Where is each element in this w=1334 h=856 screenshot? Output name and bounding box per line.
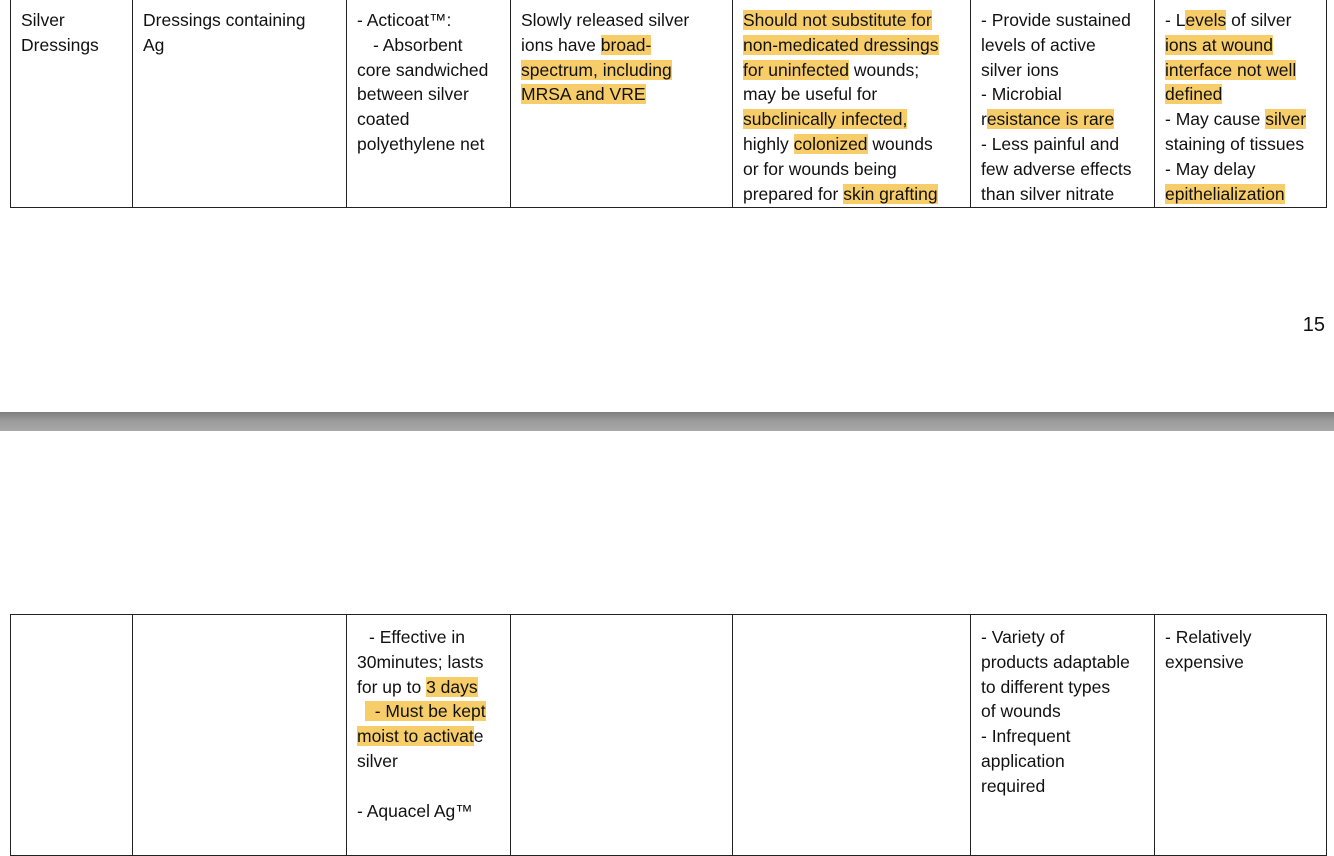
page-number: 15 [1302,314,1325,336]
highlighted-text: non-medicated dressings [743,34,939,55]
cell-text: - Microbial [981,84,1062,105]
cell-line [981,182,1148,207]
cell-line [743,157,964,182]
cell-line [357,8,504,33]
cell-indications [733,615,971,856]
cell-line [981,157,1148,182]
cell-text: prepared for [743,183,844,204]
cell-text: required [981,775,1046,796]
highlighted-text: skin grafting [843,183,938,204]
cell-disadvantages [1155,615,1327,856]
highlighted-text: interface not well [1165,59,1297,80]
cell-description [133,0,347,208]
cell-line [1165,107,1320,132]
highlighted-text: broad- [600,34,652,55]
cell-line [743,132,964,157]
cell-line [743,8,964,33]
table-row-silver-dressings-continued [11,615,1327,856]
cell-line [357,58,504,83]
dressings-table [10,0,1327,208]
cell-text: wounds; [849,59,920,80]
cell-line [981,650,1148,675]
cell-line [1165,157,1320,182]
cell-line [981,774,1148,799]
cell-text: - Aquacel Ag™ [357,800,473,821]
cell-line [521,58,726,83]
cell-text: polyethylene net [357,133,485,154]
cell-text: silver ions [981,59,1059,80]
cell-mechanism [511,0,733,208]
cell-line [521,33,726,58]
cell-products [347,0,511,208]
highlighted-text: evels [1185,10,1227,30]
cell-line [357,799,504,824]
cell-line [981,675,1148,700]
cell-line [1165,132,1320,157]
cell-line [981,699,1148,724]
cell-line [743,82,964,107]
cell-line [981,132,1148,157]
cell-line [1165,182,1320,207]
cell-text: highly [743,133,794,154]
cell-text: than silver nitrate [981,183,1115,204]
cell-line [981,724,1148,749]
cell-line [1165,58,1320,83]
cell-text: to different types [981,676,1111,697]
cell-text: - Provide sustained [981,10,1131,30]
highlighted-text: subclinically infected, [743,109,908,130]
cell-line [743,33,964,58]
category-line: Silver [21,10,65,30]
cell-text: ions have [521,34,601,55]
cell-description [133,615,347,856]
cell-line [357,675,504,700]
cell-text: levels of active [981,34,1096,55]
dressings-table-continued [10,614,1327,856]
cell-text: few adverse effects [981,158,1132,179]
cell-text: - Acticoat™: [357,10,452,30]
cell-line [357,132,504,157]
highlighted-text: colonized [793,133,868,154]
cell-text: may be useful for [743,84,878,105]
cell-text: r [981,109,987,130]
cell-line [981,8,1148,33]
cell-text: expensive [1165,651,1244,672]
highlighted-text: esistance is rare [986,109,1115,130]
cell-line [1165,625,1320,650]
highlighted-text: spectrum, including [521,59,672,80]
table-row-silver-dressings [11,0,1327,208]
cell-line [1165,650,1320,675]
cell-text: silver [357,750,398,771]
page-separator [0,412,1334,431]
cell-line [357,724,504,749]
cell-text: application [981,750,1065,771]
cell-text: of wounds [981,701,1061,722]
cell-text: - May delay [1165,158,1256,179]
cell-line [357,82,504,107]
cell-line [357,774,504,799]
cell-text: - Absorbent [373,34,463,55]
cell-text: coated [357,109,410,130]
cell-line [521,8,726,33]
cell-text: between silver [357,84,469,105]
cell-text: of silver [1226,10,1292,30]
cell-text: - Effective in [369,627,465,647]
cell-text: core sandwiched [357,59,489,80]
cell-text: - Infrequent [981,726,1071,747]
cell-text: staining of tissues [1165,133,1305,154]
cell-advantages [971,615,1155,856]
cell-line [357,699,504,724]
cell-line [521,82,726,107]
cell-text: 30minutes; lasts [357,651,484,672]
description-line: Dressings containing [143,10,306,30]
description-line: Ag [143,34,165,55]
cell-line [357,650,504,675]
cell-mechanism [511,615,733,856]
cell-line [357,625,504,650]
cell-text: - Variety of [981,627,1065,647]
highlighted-text: epithelialization [1165,183,1285,204]
cell-line [1165,8,1320,33]
cell-line [357,107,504,132]
cell-line [981,58,1148,83]
cell-text: or for wounds being [743,158,897,179]
highlighted-text: moist to activat [357,726,474,747]
cell-advantages [971,0,1155,208]
highlighted-text: ions at wound [1165,34,1273,55]
cell-line [981,107,1148,132]
highlighted-text: for uninfected [743,59,850,80]
highlighted-text: Should not substitute for [743,10,932,30]
cell-text: - L [1165,10,1186,30]
cell-text: - May cause [1165,109,1266,130]
document-page-15 [0,0,1334,412]
cell-disadvantages [1155,0,1327,208]
highlighted-text: MRSA and VRE [521,84,646,105]
cell-text: Slowly released silver [521,10,690,30]
cell-line [981,82,1148,107]
cell-text: - Relatively [1165,627,1252,647]
highlighted-text: silver [1265,109,1307,130]
cell-indications [733,0,971,208]
cell-line [1165,33,1320,58]
highlighted-text: - Must be kept [365,701,486,722]
cell-line [357,749,504,774]
cell-text: wounds [867,133,933,154]
cell-text: e [473,726,484,747]
highlighted-text: 3 days [426,676,478,697]
cell-line [1165,82,1320,107]
cell-text: - Less painful and [981,133,1120,154]
cell-line [981,33,1148,58]
cell-line [743,107,964,132]
document-page-16 [0,431,1334,821]
highlighted-text: defined [1165,84,1223,105]
cell-line [981,625,1148,650]
cell-line [743,58,964,83]
cell-text: for up to [357,676,427,697]
cell-products [347,615,511,856]
cell-line [357,33,504,58]
cell-category [11,615,133,856]
category-line: Dressings [21,34,99,55]
cell-line [743,182,964,207]
cell-text: products adaptable [981,651,1130,672]
cell-line [981,749,1148,774]
cell-category [11,0,133,208]
